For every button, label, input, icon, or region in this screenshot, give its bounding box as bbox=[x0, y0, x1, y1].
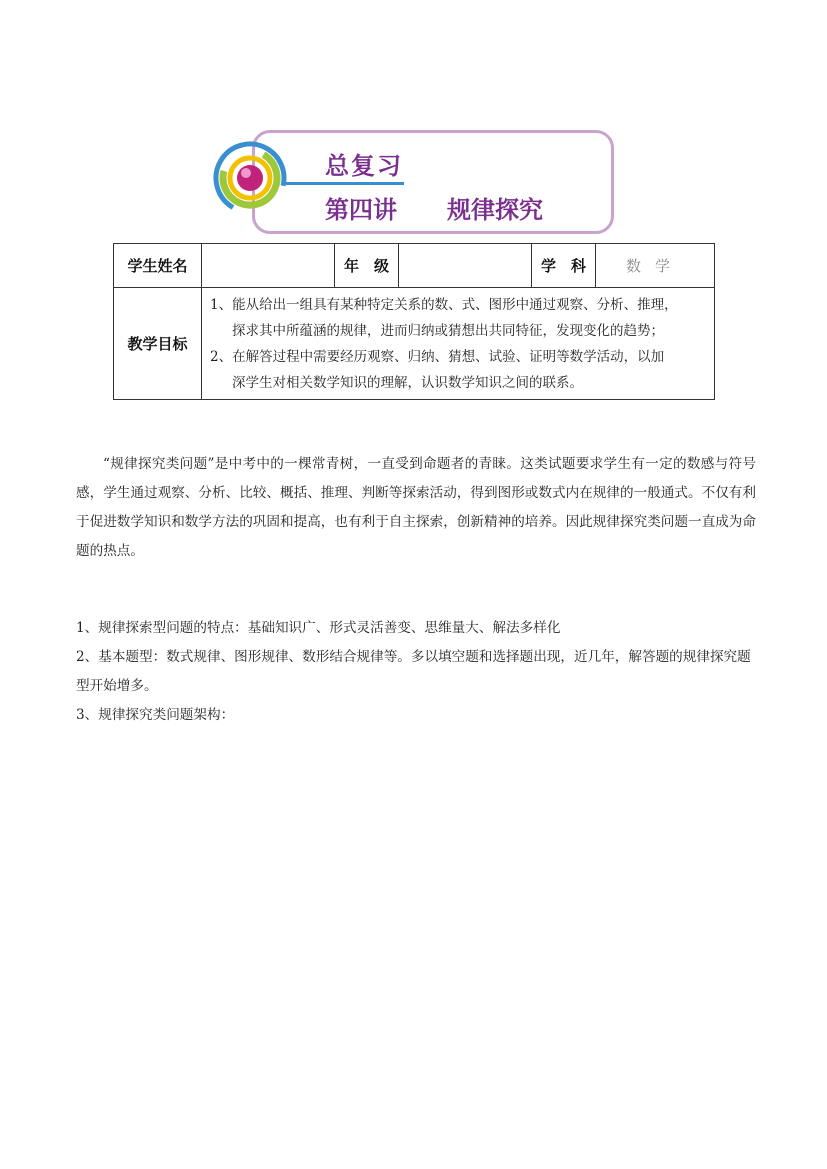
student-name-value[interactable] bbox=[202, 244, 335, 288]
logo-ball bbox=[237, 165, 263, 191]
student-name-label: 学生姓名 bbox=[114, 244, 202, 288]
info-row-goals bbox=[114, 288, 715, 400]
circle-logo-icon bbox=[212, 140, 302, 230]
points-section bbox=[76, 614, 756, 730]
banner-underline bbox=[286, 182, 404, 185]
teaching-goals bbox=[202, 288, 715, 400]
point-2: 2、基本题型：数式规律、图形规律、数形结合规律等。多以填空题和选择题出现，近几年，解答题的规律探究题型开始增多。 bbox=[76, 649, 751, 694]
lecture-number: 第四讲 bbox=[325, 196, 397, 224]
grade-label: 年 级 bbox=[335, 244, 399, 288]
teaching-goals-label: 教学目标 bbox=[114, 288, 202, 400]
goal-2-line-1: 2、在解答过程中需要经历观察、归纳、猜想、试验、证明等数学活动，以加 bbox=[210, 349, 665, 365]
info-row-header bbox=[114, 244, 715, 288]
banner-subtitle bbox=[325, 190, 543, 225]
subject-value: 数学 bbox=[596, 244, 715, 288]
lecture-topic: 规律探究 bbox=[447, 196, 543, 224]
point-3: 3、规律探究类问题架构： bbox=[76, 707, 235, 723]
intro-section bbox=[76, 450, 756, 566]
point-1: 1、规律探索型问题的特点：基础知识广、形式灵活善变、思维量大、解法多样化 bbox=[76, 620, 561, 636]
subject-label: 学 科 bbox=[532, 244, 596, 288]
lecture-banner bbox=[212, 128, 614, 236]
goal-1-line-2: 探求其中所蕴涵的规律，进而归纳或猜想出共同特征，发现变化的趋势； bbox=[232, 323, 664, 339]
grade-value[interactable] bbox=[399, 244, 532, 288]
goal-2-line-2: 深学生对相关数学知识的理解，认识数学知识之间的联系。 bbox=[232, 375, 583, 391]
banner-title: 总复习 bbox=[325, 152, 403, 180]
info-table bbox=[113, 243, 715, 400]
intro-paragraph: “规律探究类问题”是中考中的一棵常青树，一直受到命题者的青睐。这类试题要求学生有一定的数感与符号感，学生通过观察、分析、比较、概括、推理、判断等探索活动，得到图形或数式内在规律的一般通式。不仅有利于促进数学知识和数学方法的巩固和提高，也有利于自主探索，创新精神的培养。因此规律探究类问题一直成为命题的热点。 bbox=[76, 456, 756, 559]
logo-ball-highlight bbox=[241, 168, 251, 178]
goal-1-line-1: 1、能从给出一组具有某种特定关系的数、式、图形中通过观察、分析、推理， bbox=[210, 297, 678, 313]
